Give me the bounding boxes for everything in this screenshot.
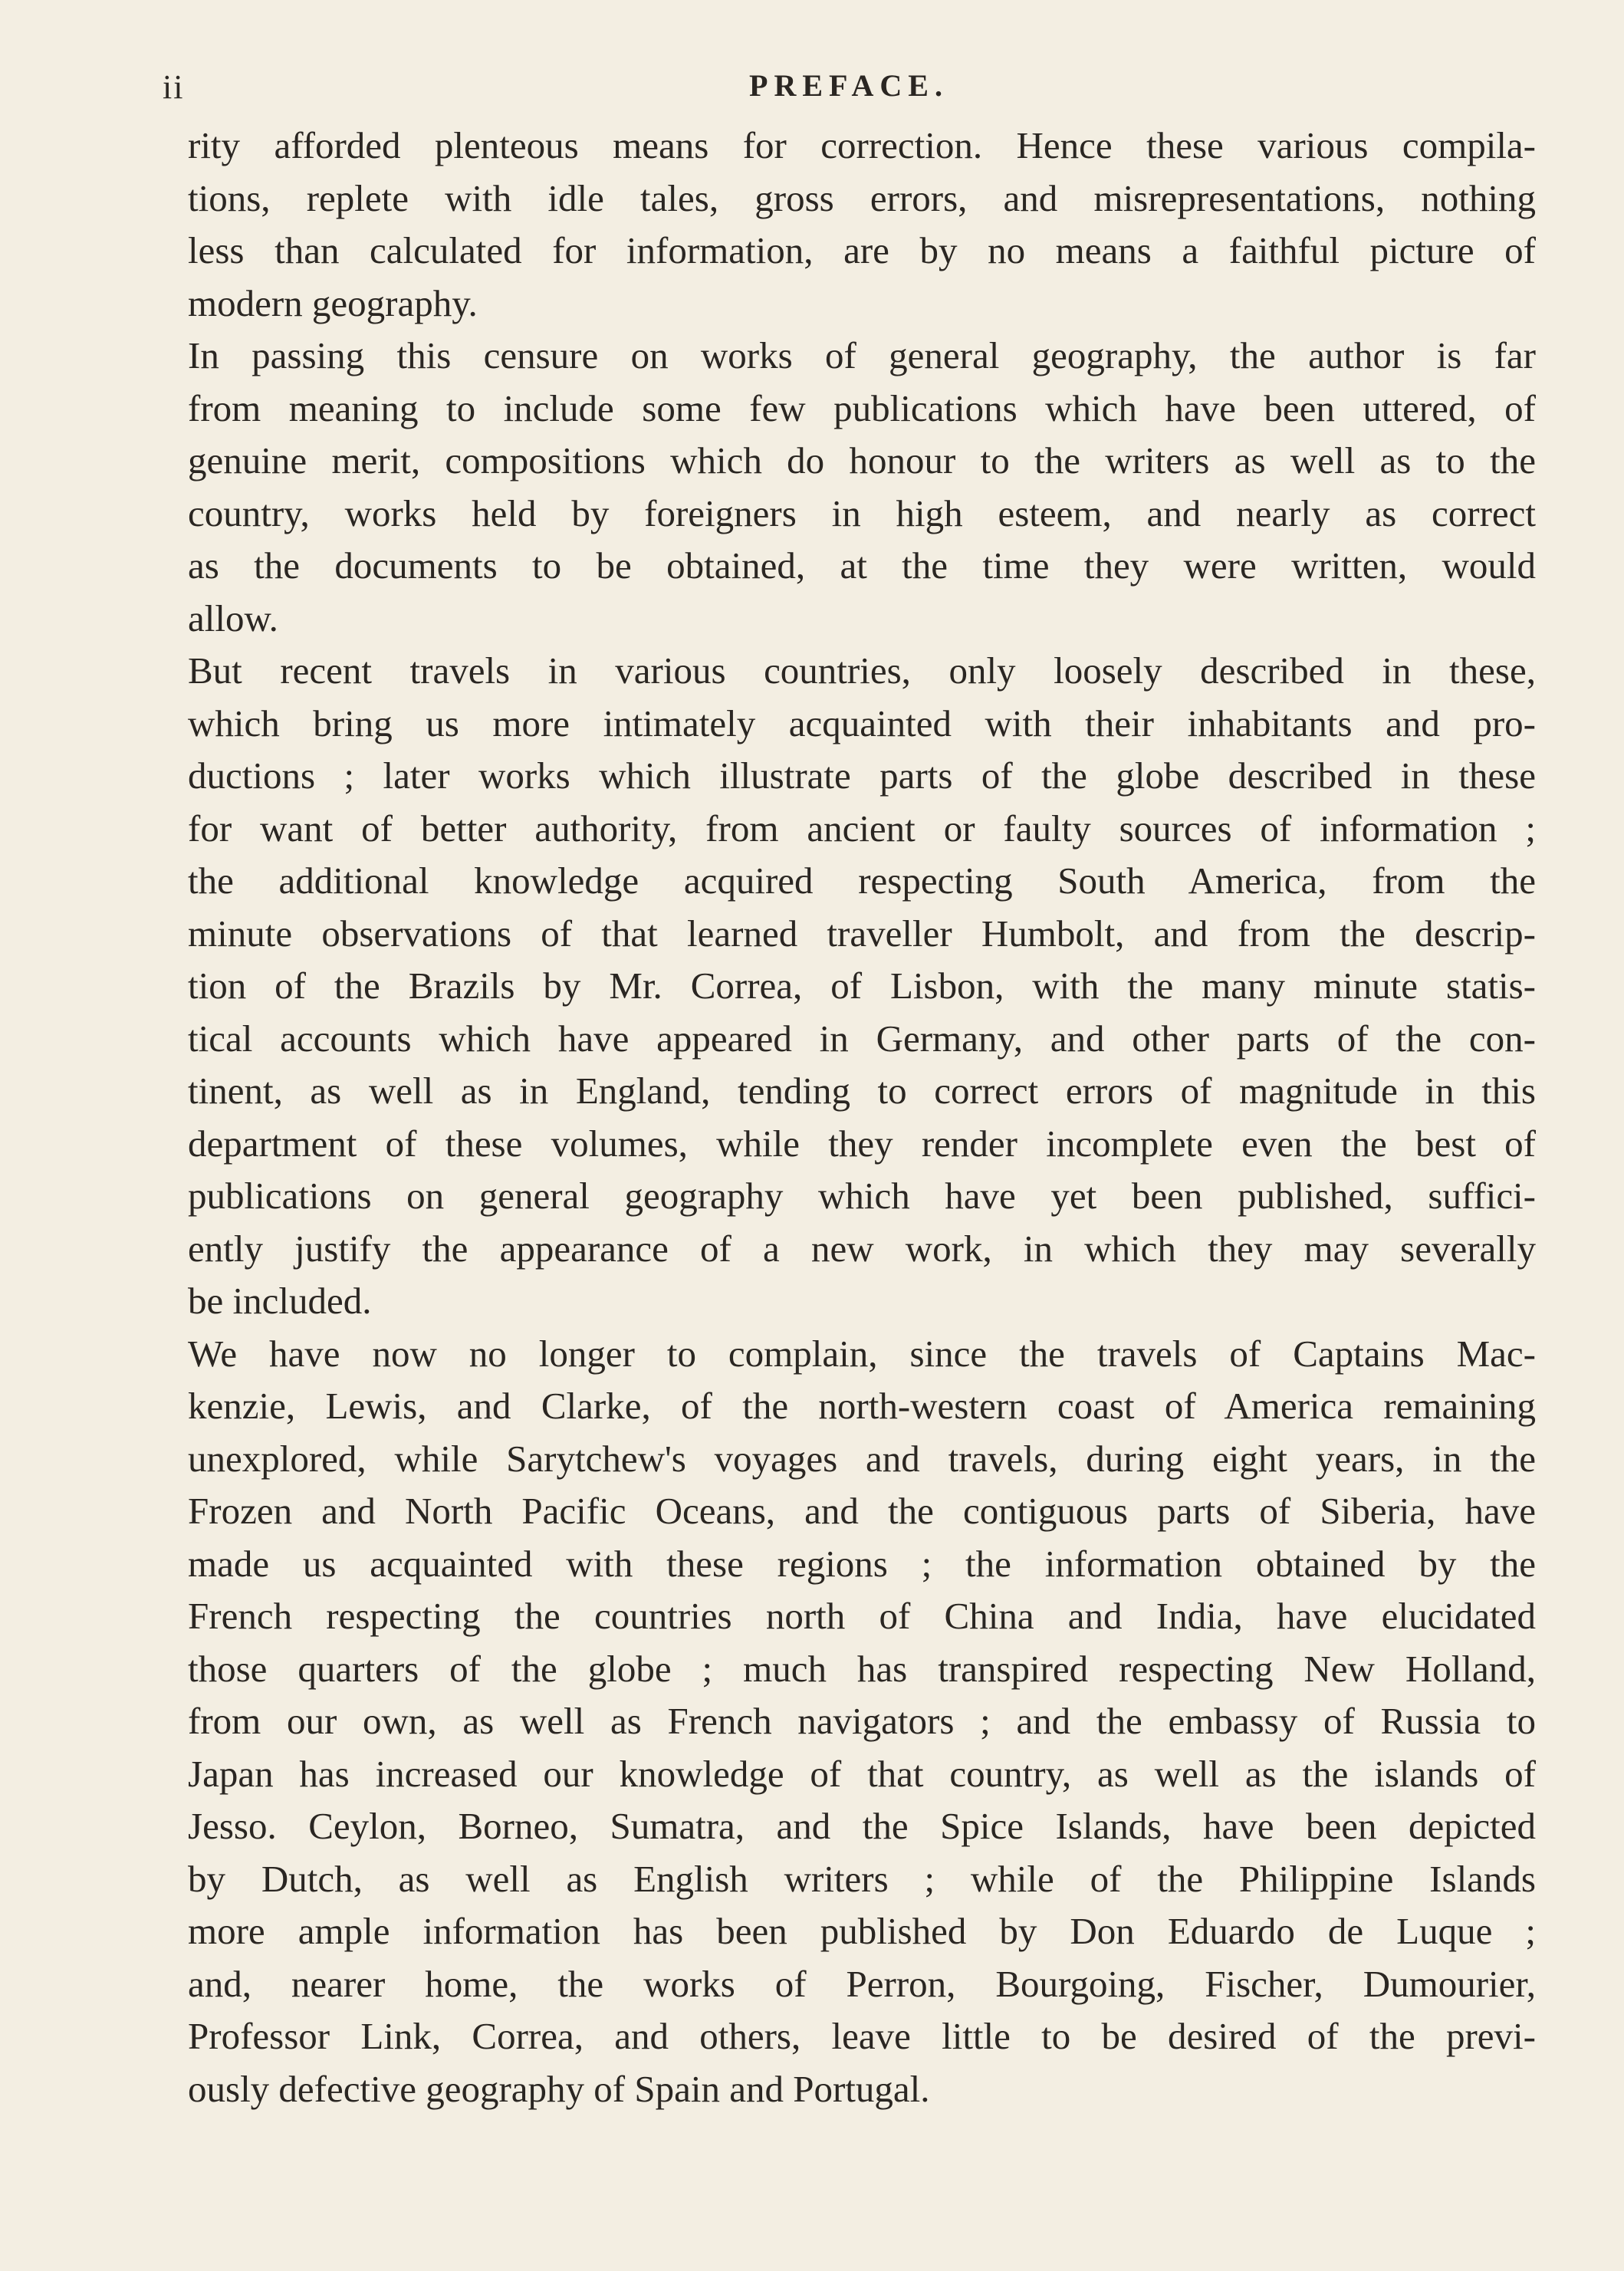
text-line: ductions ; later works which illustrate parts of the globe described in these <box>188 754 1536 797</box>
text-line: country, works held by foreigners in high esteem, and nearly as correct <box>188 491 1536 534</box>
paragraph <box>188 120 1536 330</box>
text-line: which bring us more intimately acquainted with their inhabitants and pro- <box>188 702 1536 744</box>
text-line: In passing this censure on works of general geography, the author is far <box>188 334 1536 376</box>
text-line: be included. <box>188 1280 372 1322</box>
page-number: ii <box>163 68 185 106</box>
text-line: made us acquainted with these regions ; the information obtained by the <box>188 1542 1536 1585</box>
text-line: those quarters of the globe ; much has transpired respecting New Holland, <box>188 1647 1536 1690</box>
text-line: rity afforded plenteous means for correction. Hence these various compila- <box>188 124 1536 166</box>
body-text <box>188 120 1536 2115</box>
text-line: more ample information has been published by Don Eduardo de Luque ; <box>188 1910 1536 1952</box>
text-line: department of these volumes, while they render incomplete even the best of <box>188 1122 1536 1165</box>
text-line: by Dutch, as well as English writers ; while of the Philippine Islands <box>188 1857 1536 1900</box>
text-line: Frozen and North Pacific Oceans, and the contiguous parts of Siberia, have <box>188 1490 1536 1532</box>
text-line: tion of the Brazils by Mr. Correa, of Lisbon, with the many minute statis- <box>188 965 1536 1007</box>
text-line: tions, replete with idle tales, gross errors, and misrepresentations, nothing <box>188 176 1536 219</box>
text-line: minute observations of that learned traveller Humbolt, and from the descrip- <box>188 912 1536 955</box>
text-line: from our own, as well as French navigators ; and the embassy of Russia to <box>188 1700 1536 1742</box>
text-line: unexplored, while Sarytchew's voyages and travels, during eight years, in the <box>188 1437 1536 1480</box>
text-line: Japan has increased our knowledge of that country, as well as the islands of <box>188 1752 1536 1795</box>
text-line: We have now no longer to complain, since the travels of Captains Mac- <box>188 1332 1536 1375</box>
page-header <box>163 67 1535 113</box>
text-line: the additional knowledge acquired respecting South America, from the <box>188 859 1536 902</box>
text-line: But recent travels in various countries, only loosely described in these, <box>188 649 1536 692</box>
text-line: tinent, as well as in England, tending to correct errors of magnitude in this <box>188 1070 1536 1112</box>
text-line: kenzie, Lewis, and Clarke, of the north-western coast of America remaining <box>188 1385 1536 1427</box>
text-line: publications on general geography which have yet been published, suffici- <box>188 1175 1536 1217</box>
text-line: from meaning to include some few publications which have been uttered, of <box>188 386 1536 429</box>
text-line: ously defective geography of Spain and Portugal. <box>188 2067 930 2110</box>
text-line: French respecting the countries north of China and India, have elucidated <box>188 1595 1536 1637</box>
text-line: and, nearer home, the works of Perron, Bourgoing, Fischer, Dumourier, <box>188 1962 1536 2005</box>
paragraph <box>188 330 1536 645</box>
text-line: modern geography. <box>188 281 478 324</box>
paragraph <box>188 1328 1536 2116</box>
text-line: less than calculated for information, are by no means a faithful picture of <box>188 229 1536 271</box>
text-line: genuine merit, compositions which do honour to the writers as well as to the <box>188 439 1536 481</box>
text-line: tical accounts which have appeared in Germany, and other parts of the con- <box>188 1017 1536 1060</box>
paragraph <box>188 645 1536 1328</box>
text-line: Professor Link, Correa, and others, leave little to be desired of the previ- <box>188 2015 1536 2057</box>
text-line: ently justify the appearance of a new work, in which they may severally <box>188 1227 1536 1270</box>
text-line: allow. <box>188 597 278 639</box>
text-line: Jesso. Ceylon, Borneo, Sumatra, and the Spice Islands, have been depicted <box>188 1805 1536 1847</box>
text-line: for want of better authority, from ancient or faulty sources of information ; <box>188 807 1536 850</box>
text-line: as the documents to be obtained, at the time they were written, would <box>188 544 1536 587</box>
running-head: PREFACE. <box>749 68 948 103</box>
